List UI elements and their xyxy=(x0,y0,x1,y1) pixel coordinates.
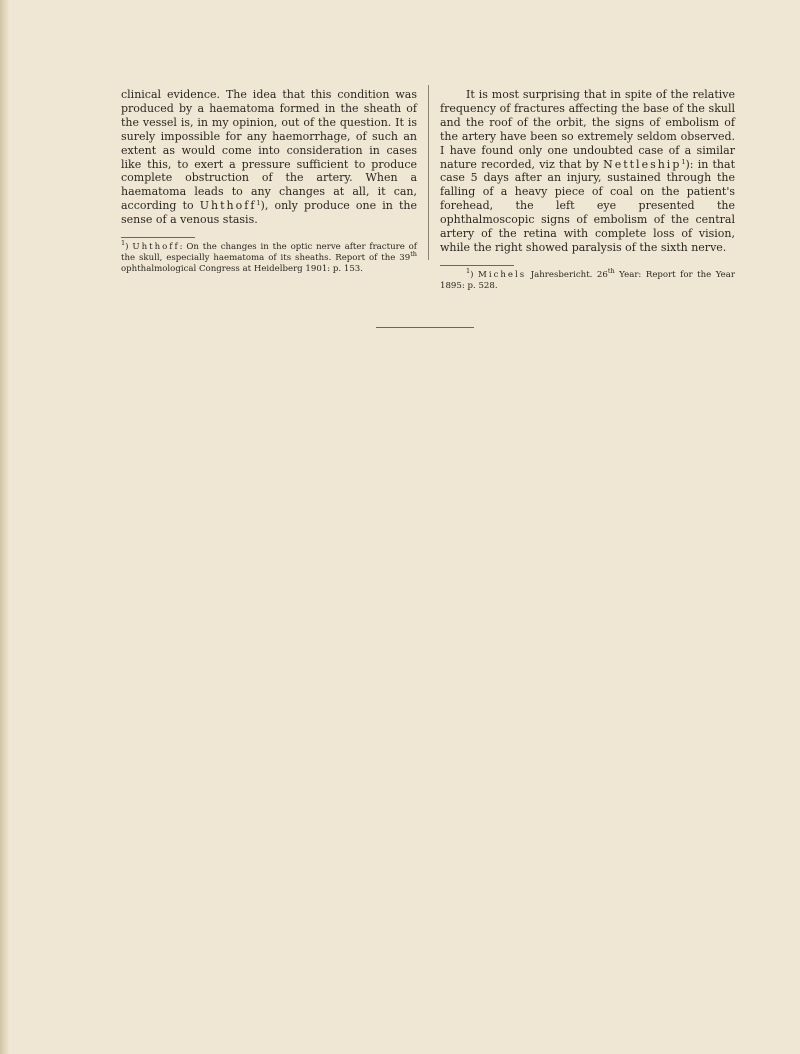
left-footnote-text-a: : On the changes in the optic nerve after fracture of the skull, especially haematoma of its sheaths. Report of the 39 xyxy=(121,242,417,263)
right-column xyxy=(440,88,735,292)
left-body-text: clinical evidence. The idea that this condition was produced by a haematoma formed in the sheath of the vessel is, in my opinion, out of the question. It is surely impossible for any haemorrhage, of such an extent as would come into consideration in cases like this, to exert a pressure sufficient to produce complete obstruction of the artery. When a haematoma leads to any changes at all, it can, according to xyxy=(121,88,417,213)
right-ref-mark: 1 xyxy=(681,157,686,166)
left-body-end: , only produce one in the sense of a venous stasis. xyxy=(121,199,417,227)
left-footnote-author: Uhthoff xyxy=(132,242,180,253)
left-footnote-rule xyxy=(121,237,195,238)
left-footnote-sup: th xyxy=(410,249,417,258)
left-ref-mark: 1 xyxy=(256,199,261,208)
right-ref-author: Nettleship xyxy=(603,157,682,171)
left-footnote-text-b: ophthalmological Congress at Heidelberg 1901: p. 153. xyxy=(121,263,364,274)
right-footnote: $^1$) Michels Jahresbericht. 26th Year: Report for the Year 1895: p. 528. xyxy=(440,266,735,291)
left-footnote: $^1$) Uhthoff: On the changes in the optic nerve after fracture of the skull, especially haematoma of its sheaths. Report of the 39th ophthalmological Congress at Heidelberg 1901: p. 153. xyxy=(121,239,417,274)
left-ref-author: Uhthoff xyxy=(199,199,257,213)
section-end-rule xyxy=(376,327,474,328)
right-footnote-author: Michels xyxy=(478,269,527,280)
left-footnote-mark: 1 xyxy=(121,239,126,248)
right-footnote-text-a: Jahresbericht. 26 xyxy=(526,269,608,280)
right-body-text: It is most surprising that in spite of the relative frequency of fractures affecting the base of the skull and the roof of the orbit, the signs of embolism of the artery have been so extremely seldom observed. I have found only one undoubted case of a similar nature recorded, viz that by xyxy=(440,88,735,171)
right-body-paragraph xyxy=(440,88,735,255)
right-footnote-rule xyxy=(440,265,514,266)
right-footnote-text-b: Year: Report for the Year 1895: p. 528. xyxy=(440,269,735,291)
column-divider xyxy=(428,85,429,260)
right-footnote-mark: 1 xyxy=(466,266,471,275)
page-binding-edge xyxy=(0,0,10,1054)
left-body-paragraph: clinical evidence. The idea that this condition was produced by a haematoma formed in the sheath of the vessel is, in my opinion, out of the question. It is surely impossible for any haemorrhage, of such an extent as would come into consideration in cases like this, to exert a pressure sufficient to produce complete obstruction of the artery. When a haematoma leads to any changes at all, it can, according to Uhthoff$^1$), only produce one in the sense of a venous stasis. xyxy=(121,88,417,227)
right-footnote-sup: th xyxy=(607,266,615,275)
right-body-end: ): in that case 5 days after an injury, sustained through the falling of a heavy piece of coal on the patient's forehead, the left eye presented the ophthalmoscopic signs of embolism of the central artery of the retina with complete loss of vision, while the right showed paralysis of the sixth nerve. xyxy=(440,157,735,254)
left-column xyxy=(121,88,417,275)
